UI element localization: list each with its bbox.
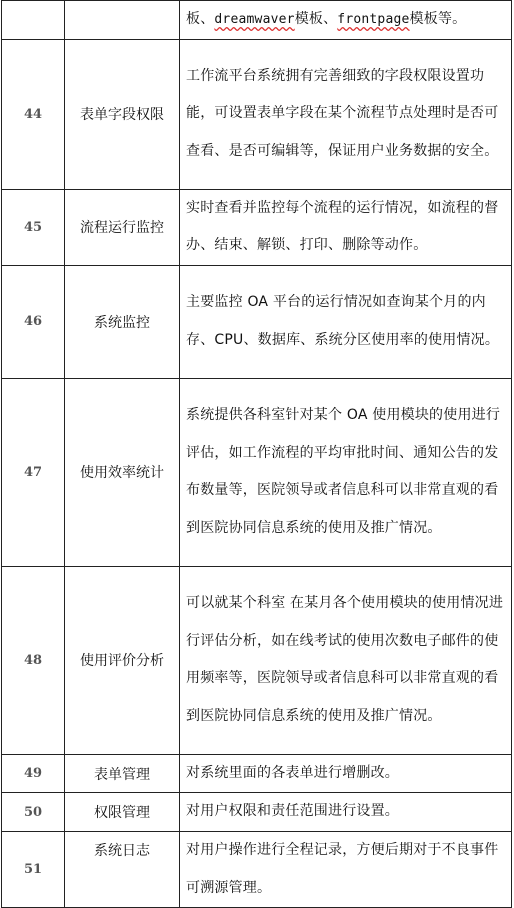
function-description: 工作流平台系统拥有完善细致的字段权限设置功能，可设置表单字段在某个流程节点处理时是否可查看、是否可编辑等，保证用户业务数据的安全。	[180, 39, 512, 189]
row-number: 49	[2, 754, 65, 793]
desc-text: 模板、	[294, 11, 338, 27]
function-name: 权限管理	[65, 793, 180, 832]
function-name	[65, 1, 180, 40]
table-row	[2, 189, 512, 265]
function-description	[180, 1, 512, 40]
function-name: 流程运行监控	[65, 189, 180, 265]
table-row	[2, 566, 512, 754]
function-name: 使用效率统计	[65, 378, 180, 566]
row-number: 46	[2, 265, 65, 378]
row-number: 45	[2, 189, 65, 265]
table-row	[2, 793, 512, 832]
row-number: 48	[2, 566, 65, 754]
desc-text: 模板等。	[409, 11, 467, 27]
table-row	[2, 265, 512, 378]
row-number: 44	[2, 39, 65, 189]
function-table	[1, 0, 512, 908]
desc-text: 板、	[186, 11, 215, 27]
function-description: 对用户操作进行全程记录，方便后期对于不良事件可溯源管理。	[180, 831, 512, 907]
function-description: 可以就某个科室 在某月各个使用模块的使用情况进行评估分析，如在线考试的使用次数电子邮件的使用频率等，医院领导或者信息科可以非常直观的看到医院协同信息系统的使用及推广情况。	[180, 566, 512, 754]
table-row	[2, 39, 512, 189]
function-name: 系统监控	[65, 265, 180, 378]
function-name: 表单字段权限	[65, 39, 180, 189]
software-name: dreamwaver	[214, 12, 295, 27]
software-name: frontpage	[337, 12, 410, 27]
row-number: 51	[2, 831, 65, 907]
table-row	[2, 1, 512, 40]
function-name: 使用评价分析	[65, 566, 180, 754]
row-number: 50	[2, 793, 65, 832]
table-row	[2, 831, 512, 907]
row-number: 47	[2, 378, 65, 566]
table-row	[2, 378, 512, 566]
function-name: 表单管理	[65, 754, 180, 793]
function-description: 系统提供各科室针对某个 OA 使用模块的使用进行评估，如工作流程的平均审批时间、通知公告的发布数量等，医院领导或者信息科可以非常直观的看到医院协同信息系统的使用及推广情况。	[180, 378, 512, 566]
function-description: 实时查看并监控每个流程的运行情况，如流程的督办、结束、解锁、打印、删除等动作。	[180, 189, 512, 265]
row-number	[2, 1, 65, 40]
function-description: 对系统里面的各表单进行增删改。	[180, 754, 512, 793]
table-row	[2, 754, 512, 793]
function-name: 系统日志	[65, 831, 180, 907]
function-description: 主要监控 OA 平台的运行情况如查询某个月的内存、CPU、数据库、系统分区使用率的使用情况。	[180, 265, 512, 378]
function-description: 对用户权限和责任范围进行设置。	[180, 793, 512, 832]
